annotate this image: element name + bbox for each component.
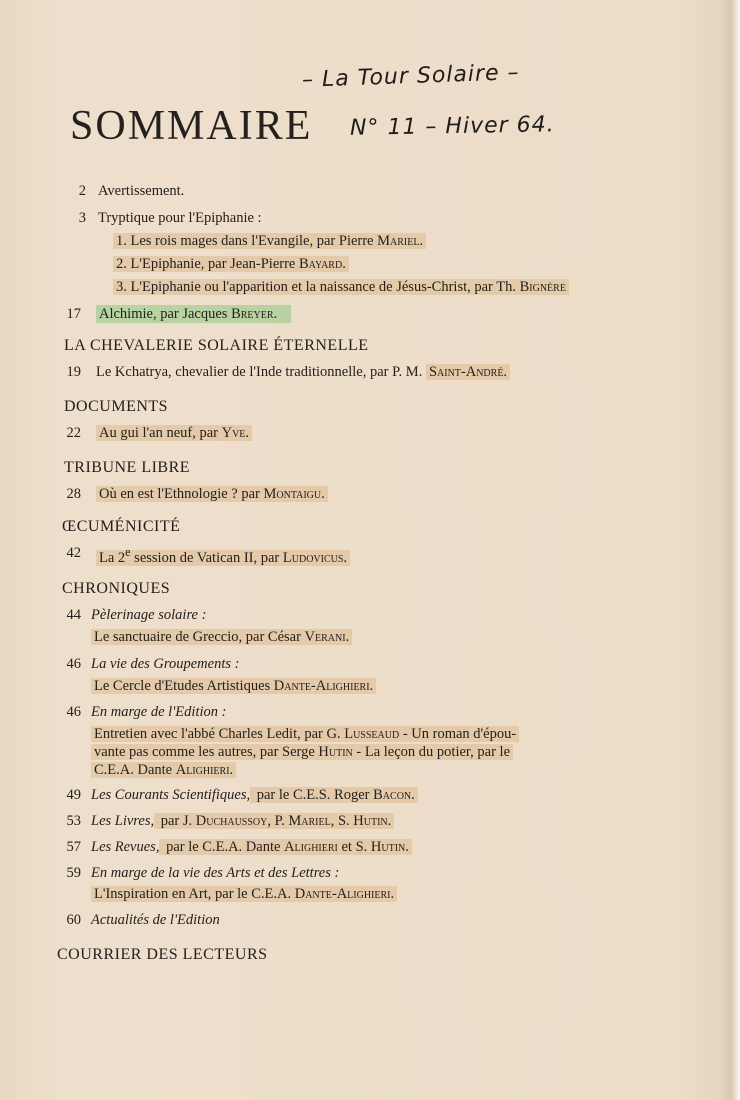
entry-ethnologie[interactable]: Où en est l'Ethnologie ? par Montaigu. — [96, 486, 328, 503]
entry-au-gui[interactable]: Au gui l'an neuf, par Yve. — [96, 425, 252, 442]
entry-edition-line-2[interactable]: vante pas comme les autres, par Serge Hutin - La leçon du potier, par le — [91, 744, 513, 761]
section-heading-tribune: TRIBUNE LIBRE — [64, 459, 191, 476]
entry-page-number: 22 — [66, 425, 81, 441]
entry-page-number: 46 — [66, 704, 81, 720]
entry-page-number: 53 — [66, 813, 81, 829]
entry-edition-line-1[interactable]: Entretien avec l'abbé Charles Ledit, par G. Lusseaud - Un roman d'épou- — [91, 726, 519, 743]
entry-tryptique[interactable]: Tryptique pour l'Epiphanie : — [98, 210, 262, 226]
entry-revues[interactable]: Les Revues, par le C.E.A. Dante Alighieri et S. Hutin. — [91, 839, 412, 856]
entry-tryptique-1[interactable]: 1. Les rois mages dans l'Evangile, par Pierre Mariel. — [113, 233, 426, 250]
entry-arts[interactable]: L'Inspiration en Art, par le C.E.A. Dante-Alighieri. — [91, 886, 397, 903]
entry-tryptique-2[interactable]: 2. L'Epiphanie, par Jean-Pierre Bayard. — [113, 256, 349, 273]
section-heading-chevalerie: LA CHEVALERIE SOLAIRE ÉTERNELLE — [64, 337, 369, 354]
entry-avertissement[interactable]: Avertissement. — [98, 183, 185, 199]
page-edge — [718, 0, 740, 1100]
entry-page-number: 59 — [66, 865, 81, 881]
entry-groupements[interactable]: Le Cercle d'Etudes Artistiques Dante-Alighieri. — [91, 678, 376, 695]
entry-courants[interactable]: Les Courants Scientifiques, par le C.E.S. Roger Bacon. — [91, 787, 418, 804]
section-heading-documents: DOCUMENTS — [64, 398, 169, 415]
entry-arts-heading[interactable]: En marge de la vie des Arts et des Lettres : — [91, 865, 340, 881]
section-heading-oecumenicite: ŒCUMÉNICITÉ — [62, 518, 181, 535]
section-heading-chroniques: CHRONIQUES — [62, 580, 171, 597]
handwritten-journal-name: – La Tour Solaire – — [301, 60, 520, 93]
entry-edition-line-3[interactable]: C.E.A. Dante Alighieri. — [91, 762, 236, 779]
entry-page-number: 17 — [66, 306, 81, 322]
entry-page-number: 44 — [66, 607, 81, 623]
entry-pelerinage-heading[interactable]: Pèlerinage solaire : — [91, 607, 207, 623]
entry-page-number: 3 — [78, 210, 86, 226]
entry-groupements-heading[interactable]: La vie des Groupements : — [91, 656, 240, 672]
entry-livres[interactable]: Les Livres, par J. Duchaussoy, P. Mariel, S. Hutin. — [91, 813, 394, 830]
entry-edition-heading[interactable]: En marge de l'Edition : — [91, 704, 227, 720]
entry-page-number: 28 — [66, 486, 81, 502]
page-title: SOMMAIRE — [70, 103, 313, 149]
entry-alchimie[interactable]: Alchimie, par Jacques Breyer. — [96, 306, 291, 323]
entry-page-number: 19 — [66, 364, 81, 380]
entry-kchatrya[interactable]: Le Kchatrya, chevalier de l'Inde traditionnelle, par P. M. Saint-André. — [96, 364, 510, 381]
entry-page-number: 60 — [66, 912, 81, 928]
section-heading-courrier: COURRIER DES LECTEURS — [57, 946, 268, 963]
handwritten-issue-note: N° 11 – Hiver 64. — [349, 112, 555, 141]
entry-actualites[interactable]: Actualités de l'Edition — [91, 912, 220, 928]
entry-pelerinage[interactable]: Le sanctuaire de Greccio, par César Verani. — [91, 629, 352, 646]
entry-vatican[interactable]: La 2e session de Vatican II, par Ludovicus. — [96, 545, 350, 567]
entry-page-number: 42 — [66, 545, 81, 561]
entry-page-number: 2 — [78, 183, 86, 199]
entry-page-number: 46 — [66, 656, 81, 672]
entry-page-number: 49 — [66, 787, 81, 803]
entry-page-number: 57 — [66, 839, 81, 855]
entry-tryptique-3[interactable]: 3. L'Epiphanie ou l'apparition et la naissance de Jésus-Christ, par Th. Bignère — [113, 279, 569, 296]
